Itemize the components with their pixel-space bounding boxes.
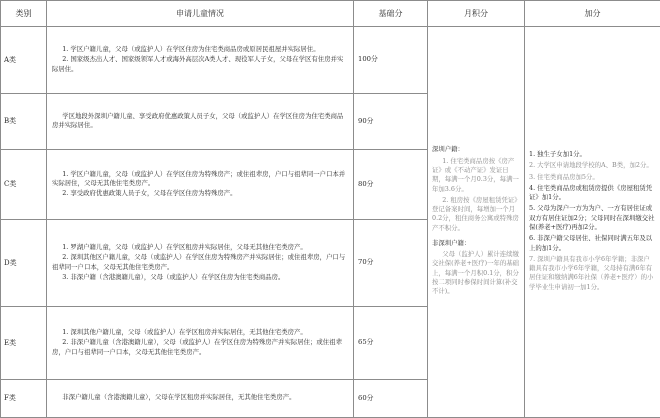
base-score-cell: 100分	[354, 27, 428, 94]
bonus-item: 6. 非深户籍父母居住、社保同时满五年及以上的加1分。	[529, 234, 653, 252]
conditions-cell	[47, 94, 354, 150]
category-cell: E类	[1, 307, 47, 380]
bonus-item: 2. 大学区申请地段学校的A、B类，加2分。	[529, 161, 653, 170]
header-conditions: 申请儿童情况	[47, 1, 354, 27]
bonus-points-cell	[525, 27, 660, 418]
base-score-cell: 60分	[354, 380, 428, 418]
bonus-item: 3. 住宅类商品房加5分。	[529, 172, 599, 181]
condition-line: 1. 罗湖户籍儿童，父母（或监护人）在学区租房并实际居住，父母无其他住宅类房产。	[62, 242, 307, 251]
header-bonus-points: 加分	[525, 1, 660, 27]
base-score-cell: 65分	[354, 307, 428, 380]
condition-line: 2. 国家级杰出人才、国家级领军人才或海外高层次A类人才、现役军人子女，父母在学区有住房并实际居住。	[52, 55, 344, 73]
bonus-item: 1. 独生子女加1分。	[529, 150, 586, 159]
condition-line: 学区地段外深圳户籍儿童、享受政府优惠政策人员子女，父母（或监护人）在学区住房为住宅类商品房并实际居住。	[52, 111, 344, 129]
header-monthly-points: 月积分	[428, 1, 525, 27]
category-cell: D类	[1, 220, 47, 307]
condition-line: 1. 学区户籍儿童，父母（或监护人）在学区住房为特殊房产；或住祖辈房，户口与祖辈同一户口本并实际居住，父母无其他住宅类房产。	[52, 169, 346, 187]
conditions-cell	[47, 220, 354, 307]
monthly-shenzhen-item: 2. 租房按《房屋租赁凭证》登记备案时间，每增加一个月0.2分，租住商务公寓或特殊房产不积分。	[432, 195, 519, 232]
category-cell: C类	[1, 150, 47, 220]
condition-line: 1. 学区户籍儿童，父母（或监护人）在学区住房为住宅类商品房或原居民祖屋并实际居住。	[62, 45, 320, 54]
condition-line: 2. 深圳其他区户籍儿童，父母（或监护人）在学区住房为特殊房产并实际居住；或住祖辈房，户口与祖辈同一户口本，父母无其他住宅类房产。	[52, 253, 346, 271]
category-cell: A类	[1, 27, 47, 94]
category-cell: B类	[1, 94, 47, 150]
condition-line: 3. 非深户籍（含港澳籍儿童），父母（或监护人）在学区住房为住宅类商品房。	[62, 272, 285, 281]
condition-line: 2. 享受政府优惠政策人员子女，父母在学区住房为特殊房产。	[62, 189, 237, 198]
condition-line: 2. 非深户籍儿童（含港澳籍儿童），父母（或监护人）在学区住房为特殊房产并实际居住；或住祖辈房，户口与祖辈同一户口本，父母无其他住宅类房产。	[52, 338, 342, 356]
condition-line: 1. 深圳其他户籍儿童，父母（或监护人）在学区租房并实际居住，无其他住宅类房产。	[62, 328, 307, 337]
base-score-cell: 80分	[354, 150, 428, 220]
bonus-item: 7. 深圳户籍具有我市小学6年学籍；非深户籍具有我市小学6年学籍，父母持有满6年有居住证和缴纳满6年社保（养老+医疗）的小学毕业生申请初一加1分。	[529, 254, 654, 291]
table-row	[1, 27, 660, 94]
bonus-item: 4. 住宅类商品房或租赁房提供《房屋租赁凭证》加1分。	[529, 183, 653, 202]
conditions-cell	[47, 150, 354, 220]
monthly-nonshenzhen-item: 父母（监护人）累计连续缴交社保(养老+医疗)一年的基础上，每满一个月积0.1分，积分按二项同时参保时间计算(补交不计)。	[432, 250, 520, 296]
conditions-cell	[47, 380, 354, 418]
monthly-nonshenzhen-title: 非深圳户籍：	[432, 238, 471, 247]
condition-line: 非深户籍儿童（含港澳籍儿童），父母在学区租房并实际居住，无其他住宅类房产。	[62, 393, 296, 402]
bonus-item: 5. 父母为深户一方为为户、一方有居住证或双方有居住证加2分；父母同时在深圳缴交社保(养老+医疗)再加2分。	[529, 204, 655, 231]
base-score-cell: 90分	[354, 94, 428, 150]
category-cell: F类	[1, 380, 47, 418]
monthly-shenzhen-title: 深圳户籍：	[432, 145, 464, 154]
base-score-cell: 70分	[354, 220, 428, 307]
header-category: 类别	[1, 1, 47, 27]
header-base-score: 基础分	[354, 1, 428, 27]
conditions-cell	[47, 307, 354, 380]
monthly-points-cell	[428, 27, 525, 418]
conditions-cell	[47, 27, 354, 94]
monthly-shenzhen-item: 1. 住宅类商品房按《房产证》或《不动产证》发证日期，每满一个月0.3分，每满一年加3.6分。	[432, 156, 519, 193]
table-header-row	[1, 1, 660, 27]
